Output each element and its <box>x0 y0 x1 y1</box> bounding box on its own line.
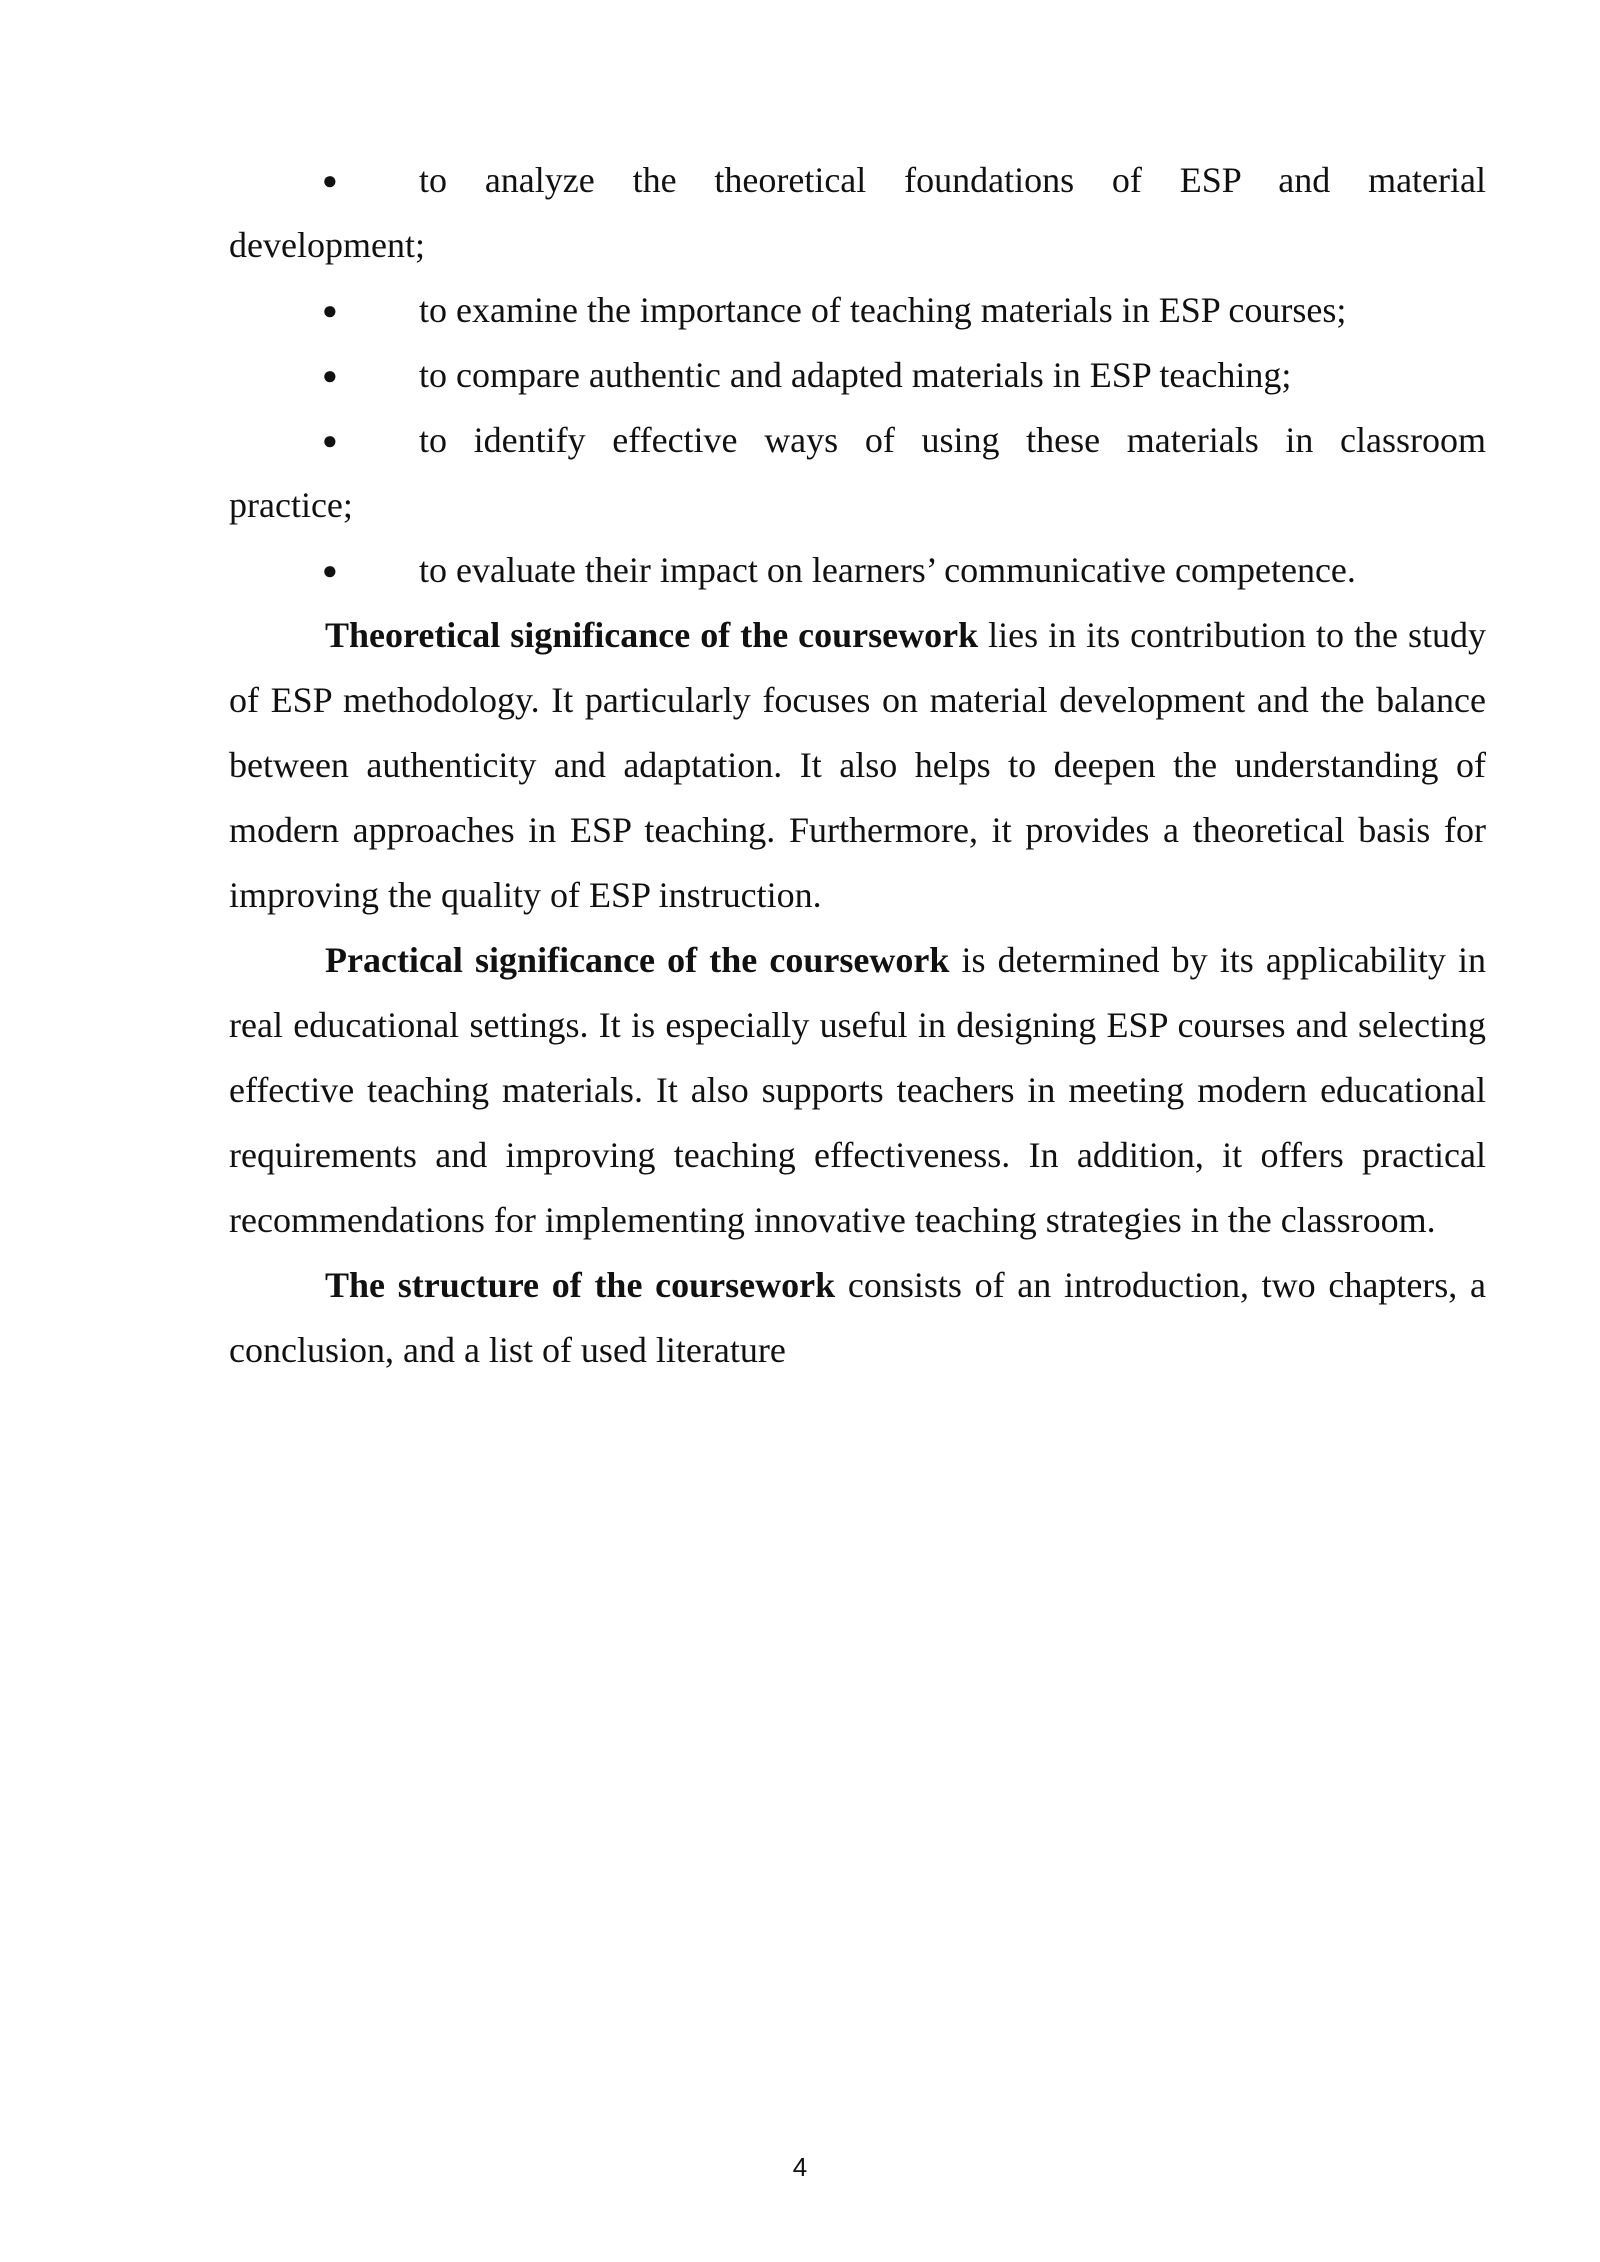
page-number: 4 <box>792 2152 808 2182</box>
list-item-text: to identify effective ways of using these materials in classroom <box>419 420 1486 460</box>
list-item-continuation: development; <box>229 225 425 265</box>
list-item-text: to compare authentic and adapted materials in ESP teaching; <box>419 355 1292 395</box>
list-item <box>229 278 1486 343</box>
paragraph-heading: The structure of the coursework <box>325 1265 836 1305</box>
theoretical-significance-paragraph <box>229 603 1486 928</box>
list-item <box>229 343 1486 408</box>
list-item-continuation: practice; <box>229 485 353 525</box>
bullet-icon: ● <box>322 361 338 390</box>
list-item <box>229 408 1486 473</box>
bullet-icon: ● <box>322 166 338 195</box>
paragraph-body: consists of an introduction, two chapters, a conclusion, and a list of used literature <box>229 1265 1487 1370</box>
list-item <box>229 538 1486 603</box>
list-item <box>229 148 1486 213</box>
list-item-text: to evaluate their impact on learners’ communicative competence. <box>419 550 1356 590</box>
structure-paragraph <box>229 1253 1486 1383</box>
paragraph-body: is determined by its applicability in real educational settings. It is especially useful in designing ESP courses and selecting effective teaching materials. It also supports teachers in meeting modern educational requirements and improving teaching effectiveness. In addition, it offers practical recommendations for implementing innovative teaching strategies in the classroom. <box>229 940 1486 1240</box>
paragraph-heading: Theoretical significance of the coursework <box>325 615 979 655</box>
bullet-icon: ● <box>322 426 338 455</box>
document-page <box>229 148 1486 1383</box>
paragraph-heading: Practical significance of the coursework <box>325 940 950 980</box>
objectives-list <box>229 148 1486 603</box>
practical-significance-paragraph <box>229 928 1486 1253</box>
bullet-icon: ● <box>322 296 338 325</box>
paragraph-body: lies in its contribution to the study of ESP methodology. It particularly focuses on material development and the balance between authenticity and adaptation. It also helps to deepen the understanding of modern approaches in ESP teaching. Furthermore, it provides a theoretical basis for improving the quality of ESP instruction. <box>229 615 1486 915</box>
list-item-text: to analyze the theoretical foundations of ESP and material <box>419 160 1486 200</box>
bullet-icon: ● <box>322 556 338 585</box>
list-item-text: to examine the importance of teaching materials in ESP courses; <box>419 290 1347 330</box>
